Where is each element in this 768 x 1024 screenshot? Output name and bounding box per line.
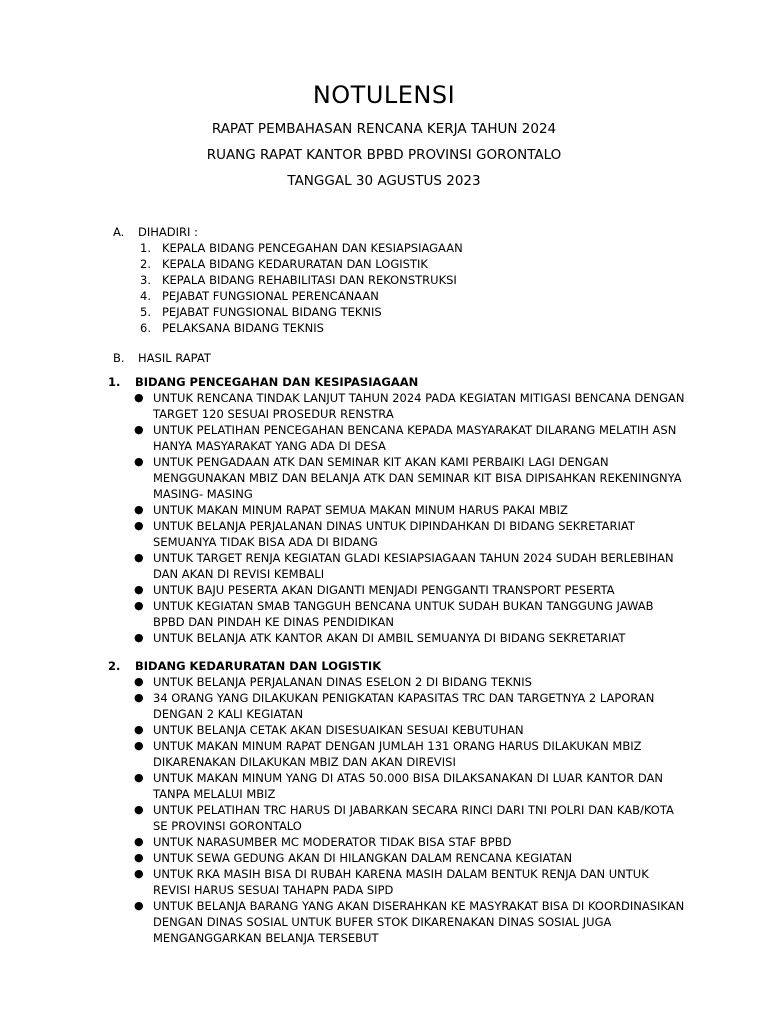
bullet-item [0, 690, 688, 722]
list-item-text: KEPALA BIDANG KEDARURATAN DAN LOGISTIK [162, 257, 428, 271]
bullet-text: UNTUK RENCANA TINDAK LANJUT TAHUN 2024 PADA KEGIATAN MITIGASI BENCANA DENGAN TARGET 120 SESUAI PROSEDUR RENSTRA [153, 391, 685, 421]
bullet-icon: ● [134, 867, 144, 880]
bullet-item [0, 850, 688, 866]
bullet-item [0, 866, 688, 898]
bullet-icon: ● [134, 519, 144, 532]
group-number: 1. [108, 375, 121, 389]
bullet-text: UNTUK MAKAN MINUM YANG DI ATAS 50.000 BISA DILAKSANAKAN DI LUAR KANTOR DAN TANPA MELALUI MBIZ [153, 771, 663, 801]
list-item-text: PELAKSANA BIDANG TEKNIS [162, 321, 324, 335]
group-number: 2. [108, 659, 121, 673]
list-item-number: 2. [140, 257, 151, 271]
bullet-icon: ● [134, 739, 144, 752]
list-item-text: KEPALA BIDANG REHABILITASI DAN REKONSTRUKSI [162, 273, 457, 287]
bullet-item [0, 454, 688, 502]
bullet-item [0, 518, 688, 550]
bullet-text: UNTUK KEGIATAN SMAB TANGGUH BENCANA UNTUK SUDAH BUKAN TANGGUNG JAWAB BPBD DAN PINDAH KE DINAS PENDIDIKAN [153, 599, 654, 629]
bullet-item [0, 550, 688, 582]
section-a-label: DIHADIRI : [138, 225, 198, 239]
bullet-item [0, 674, 688, 690]
list-item-number: 5. [140, 305, 151, 319]
group-1-bullet-list [0, 390, 768, 646]
meeting-location: RUANG RAPAT KANTOR BPBD PROVINSI GORONTALO [206, 147, 562, 163]
bullet-icon: ● [134, 899, 144, 912]
bullet-text: UNTUK MAKAN MINUM RAPAT DENGAN JUMLAH 131 ORANG HARUS DILAKUKAN MBIZ DIKARENAKAN DILAKUKAN MBIZ DAN AKAN DIREVISI [153, 739, 642, 769]
bullet-text: UNTUK SEWA GEDUNG AKAN DI HILANGKAN DALAM RENCANA KEGIATAN [153, 851, 573, 865]
bullet-text: UNTUK PELATIHAN TRC HARUS DI JABARKAN SECARA RINCI DARI TNI POLRI DAN KAB/KOTA SE PROVINSI GORONTALO [153, 803, 674, 833]
bullet-text: UNTUK PENGADAAN ATK DAN SEMINAR KIT AKAN KAMI PERBAIKI LAGI DENGAN MENGGUNAKAN MBIZ DAN BELANJA ATK DAN SEMINAR KIT BISA DIPISAHKAN REKENINGNYA MASING- MASING [153, 455, 682, 501]
bullet-item [0, 738, 688, 770]
bullet-text: UNTUK RKA MASIH BISA DI RUBAH KARENA MASIH DALAM BENTUK RENJA DAN UNTUK REVISI HARUS SESUAI TAHAPN PADA SIPD [153, 867, 649, 897]
bullet-item [0, 722, 688, 738]
bullet-text: UNTUK BELANJA CETAK AKAN DISESUAIKAN SESUAI KEBUTUHAN [153, 723, 524, 737]
document-title: NOTULENSI [312, 81, 456, 109]
bullet-text: UNTUK BELANJA PERJALANAN DINAS ESELON 2 DI BIDANG TEKNIS [153, 675, 532, 689]
bullet-item [0, 390, 688, 422]
list-item-number: 1. [140, 241, 151, 255]
bullet-text: UNTUK TARGET RENJA KEGIATAN GLADI KESIAPSIAGAAN TAHUN 2024 SUDAH BERLEBIHAN DAN AKAN DI REVISI KEMBALI [153, 551, 674, 581]
bullet-icon: ● [134, 423, 144, 436]
meeting-date: TANGGAL 30 AGUSTUS 2023 [287, 173, 481, 189]
bullet-text: UNTUK BELANJA ATK KANTOR AKAN DI AMBIL SEMUANYA DI BIDANG SEKRETARIAT [153, 631, 626, 645]
meeting-subject: RAPAT PEMBAHASAN RENCANA KERJA TAHUN 2024 [211, 121, 557, 137]
bullet-item [0, 598, 688, 630]
bullet-icon: ● [134, 771, 144, 784]
group-2-bullet-list [0, 674, 768, 946]
bullet-icon: ● [134, 851, 144, 864]
bullet-text: UNTUK BAJU PESERTA AKAN DIGANTI MENJADI PENGGANTI TRANSPORT PESERTA [153, 583, 615, 597]
bullet-icon: ● [134, 599, 144, 612]
bullet-text: UNTUK PELATIHAN PENCEGAHAN BENCANA KEPADA MASYARAKAT DILARANG MELATIH ASN HANYA MASYARAKAT YANG ADA DI DESA [153, 423, 677, 453]
bullet-item [0, 422, 688, 454]
bullet-item [0, 630, 688, 646]
bullet-icon: ● [134, 803, 144, 816]
bullet-icon: ● [134, 675, 144, 688]
bullet-item [0, 770, 688, 802]
bullet-icon: ● [134, 455, 144, 468]
bullet-item [0, 502, 688, 518]
bullet-icon: ● [134, 583, 144, 596]
bullet-icon: ● [134, 835, 144, 848]
list-item-text: PEJABAT FUNGSIONAL PERENCANAAN [162, 289, 379, 303]
bullet-icon: ● [134, 723, 144, 736]
bullet-icon: ● [134, 551, 144, 564]
bullet-text: UNTUK BELANJA PERJALANAN DINAS UNTUK DIPINDAHKAN DI BIDANG SEKRETARIAT SEMUANYA TIDAK BISA ADA DI BIDANG [153, 519, 635, 549]
list-item-number: 3. [140, 273, 151, 287]
bullet-icon: ● [134, 391, 144, 404]
bullet-icon: ● [134, 503, 144, 516]
bullet-item [0, 582, 688, 598]
bullet-icon: ● [134, 691, 144, 704]
bullet-item [0, 802, 688, 834]
group-title: BIDANG PENCEGAHAN DAN KESIPASIAGAAN [135, 375, 419, 389]
list-item-number: 6. [140, 321, 151, 335]
bullet-text: UNTUK MAKAN MINUM RAPAT SEMUA MAKAN MINUM HARUS PAKAI MBIZ [153, 503, 568, 517]
section-b-label: HASIL RAPAT [138, 351, 211, 365]
bullet-text: UNTUK BELANJA BARANG YANG AKAN DISERAHKAN KE MASYRAKAT BISA DI KOORDINASIKAN DENGAN DINAS SOSIAL UNTUK BUFER STOK DIKARENAKAN DINAS SOSIAL JUGA MENGANGGARKAN BELANJA TERSEBUT [153, 899, 685, 945]
section-b-letter: B. [113, 351, 125, 365]
bullet-text: 34 ORANG YANG DILAKUKAN PENIGKATAN KAPASITAS TRC DAN TARGETNYA 2 LAPORAN DENGAN 2 KALI KEGIATAN [153, 691, 655, 721]
list-item-text: PEJABAT FUNGSIONAL BIDANG TEKNIS [162, 305, 382, 319]
section-a-letter: A. [113, 225, 125, 239]
list-item-text: KEPALA BIDANG PENCEGAHAN DAN KESIAPSIAGAAN [162, 241, 463, 255]
bullet-item [0, 834, 688, 850]
bullet-item [0, 898, 688, 946]
list-item-number: 4. [140, 289, 151, 303]
bullet-text: UNTUK NARASUMBER MC MODERATOR TIDAK BISA STAF BPBD [153, 835, 512, 849]
group-title: BIDANG KEDARURATAN DAN LOGISTIK [135, 659, 382, 673]
bullet-icon: ● [134, 631, 144, 644]
